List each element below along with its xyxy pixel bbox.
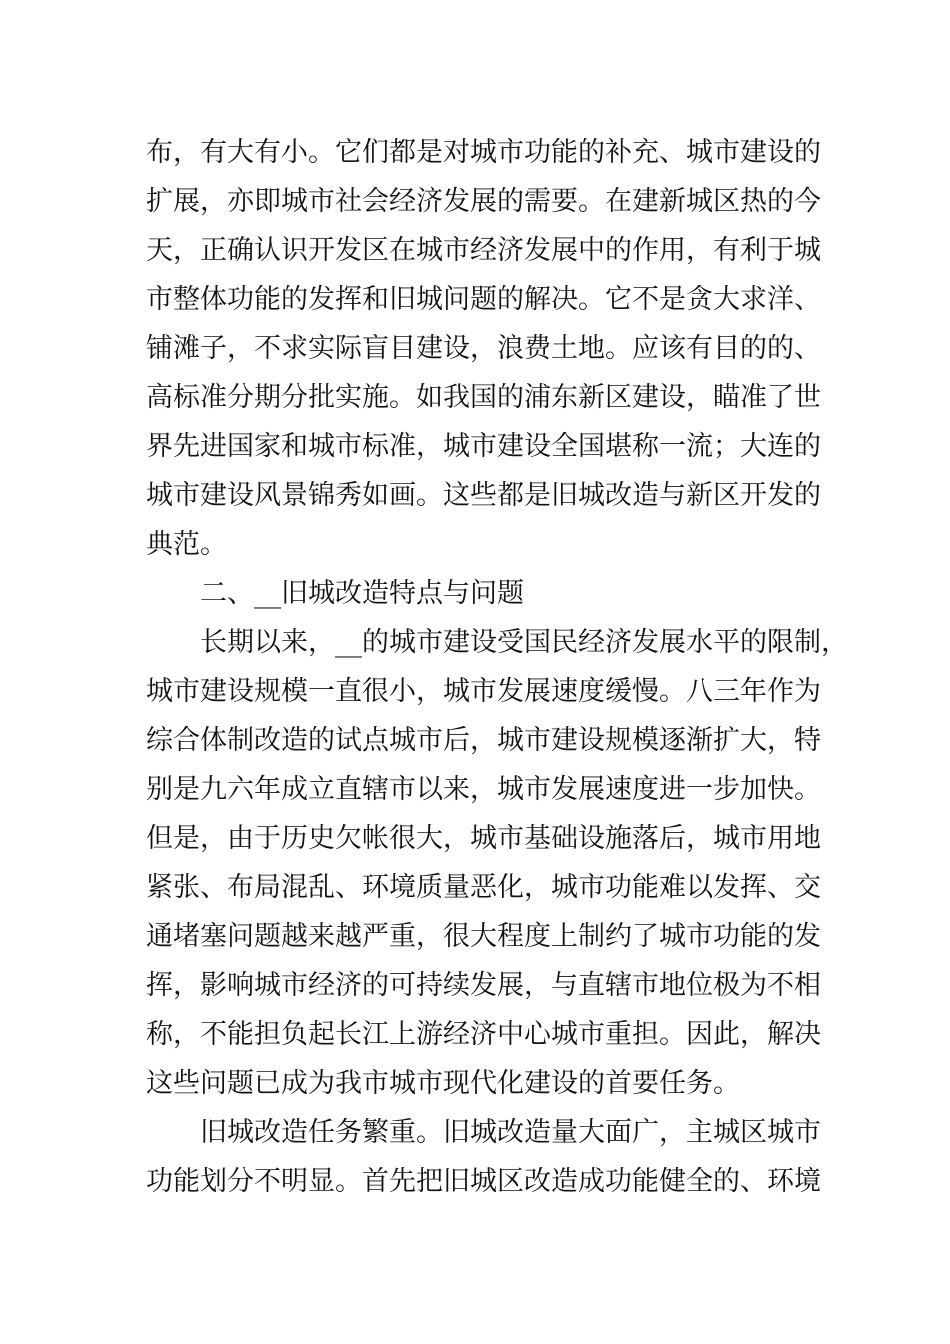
text-line: 通堵塞问题越来越严重，很大程度上制约了城市功能的发 [146, 921, 821, 952]
text-line: 扩展，亦即城市社会经济发展的需要。在建新城区热的今 [146, 186, 821, 217]
text-line: 旧城改造任务繁重。旧城改造量大面广，主城区城市 [200, 1117, 821, 1148]
text-line: 紧张、布局混乱、环境质量恶化，城市功能难以发挥、交 [146, 872, 821, 903]
text-line: 别是九六年成立直辖市以来，城市发展速度进一步加快。 [146, 774, 821, 805]
text-line: 铺滩子，不求实际盲目建设，浪费土地。应该有目的的、 [146, 333, 821, 364]
text-line: 城市建设风景锦秀如画。这些都是旧城改造与新区开发的 [146, 480, 821, 511]
text-line: 长期以来，__的城市建设受国民经济发展水平的限制， [200, 627, 848, 658]
text-line: 天，正确认识开发区在城市经济发展中的作用，有利于城 [146, 235, 821, 266]
text-line: 功能划分不明显。首先把旧城区改造成功能健全的、环境 [146, 1166, 821, 1197]
text-line: 典范。 [146, 529, 227, 560]
text-line: 称，不能担负起长江上游经济中心城市重担。因此，解决 [146, 1019, 821, 1050]
text-line: 综合体制改造的试点城市后，城市建设规模逐渐扩大，特 [146, 725, 821, 756]
section-heading: 二、__旧城改造特点与问题 [200, 578, 524, 609]
text-line: 这些问题已成为我市城市现代化建设的首要任务。 [146, 1068, 740, 1099]
text-line: 高标准分期分批实施。如我国的浦东新区建设，瞄准了世 [146, 382, 821, 413]
body-text [146, 128, 848, 1206]
text-line: 布，有大有小。它们都是对城市功能的补充、城市建设的 [146, 137, 821, 168]
text-line: 城市建设规模一直很小，城市发展速度缓慢。八三年作为 [146, 676, 821, 707]
text-line: 挥，影响城市经济的可持续发展，与直辖市地位极为不相 [146, 970, 821, 1001]
text-line: 市整体功能的发挥和旧城问题的解决。它不是贪大求洋、 [146, 284, 821, 315]
text-line: 但是，由于历史欠帐很大，城市基础设施落后，城市用地 [146, 823, 821, 854]
text-line: 界先进国家和城市标准，城市建设全国堪称一流；大连的 [146, 431, 821, 462]
